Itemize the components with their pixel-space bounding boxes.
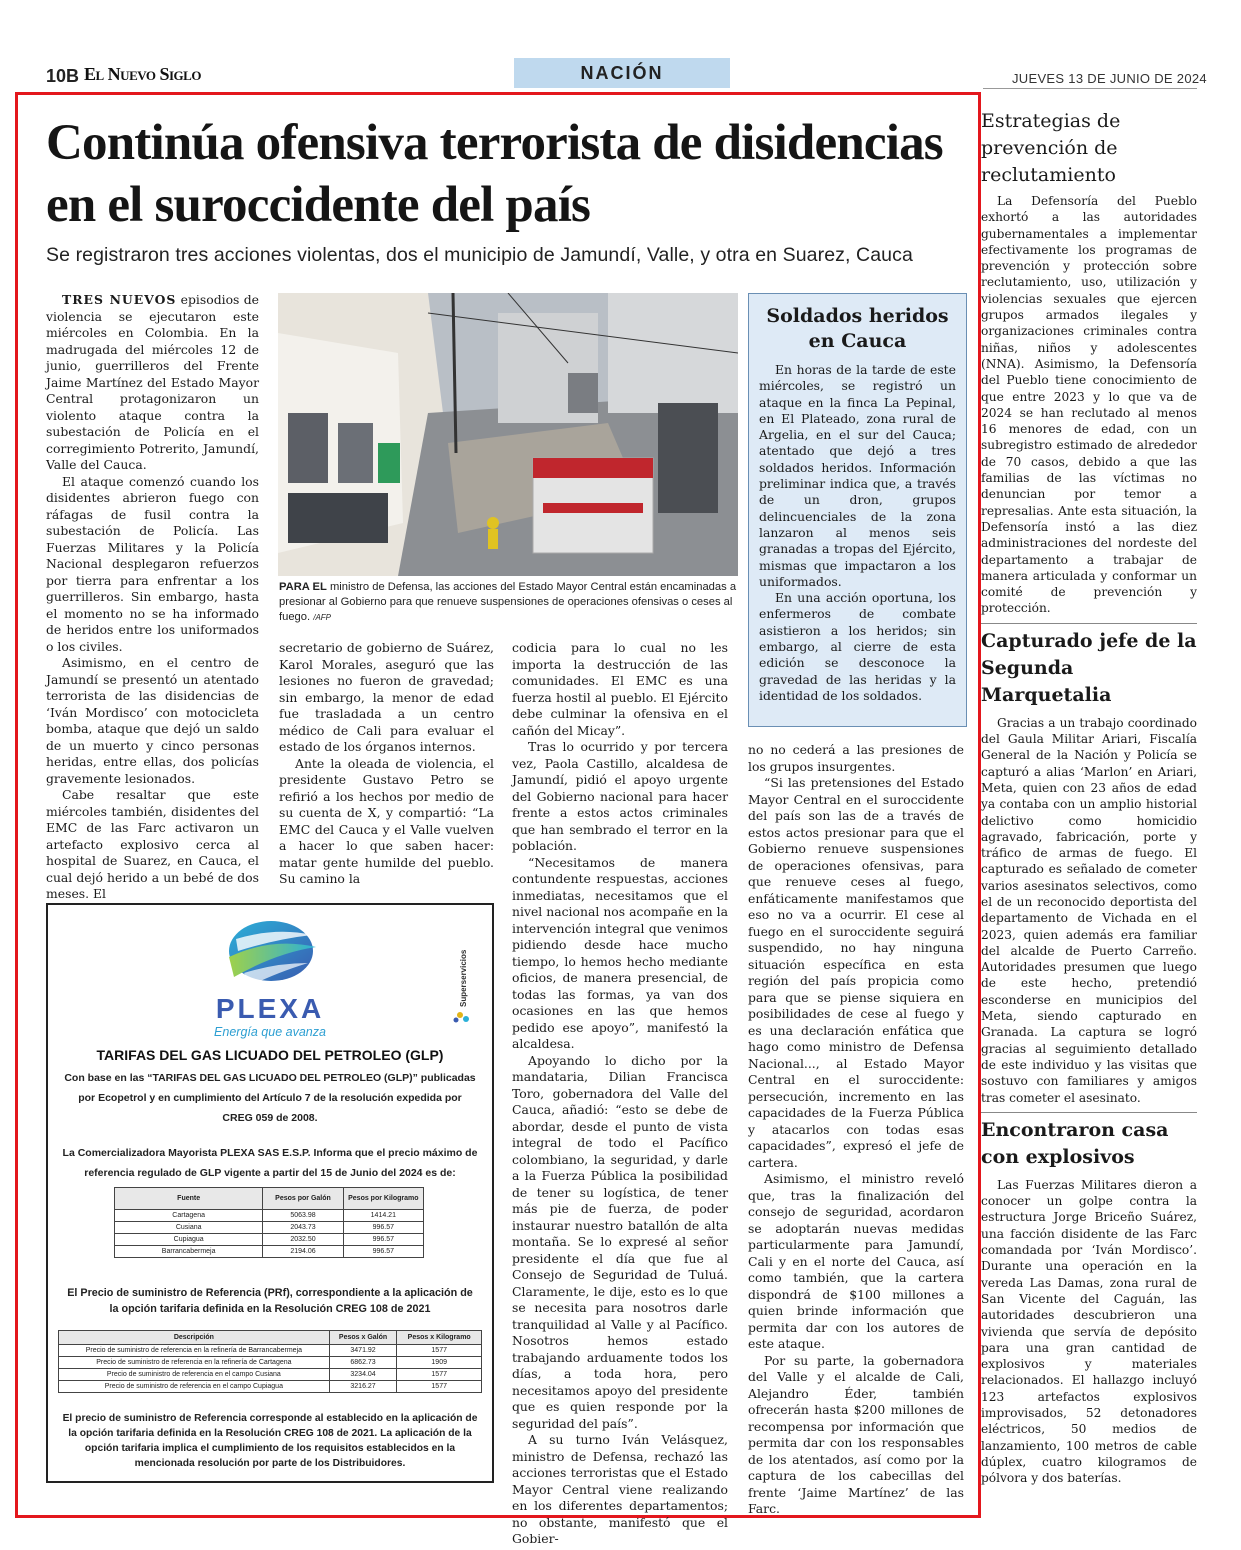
table-row	[115, 1246, 424, 1258]
table-cell: Precio de suministro de referencia en la refinería de Barrancabermeja	[59, 1345, 330, 1357]
table-row	[59, 1357, 482, 1369]
ad-brand-name: PLEXA	[215, 993, 325, 1024]
paragraph: no no cederá a las presiones de los grupos insurgentes.	[748, 742, 964, 774]
table-cell: Cupiagua	[115, 1234, 263, 1246]
article-column-2	[279, 640, 494, 888]
street-scene-image	[278, 293, 738, 576]
header-rule	[983, 88, 1197, 89]
section-label: NACIÓN	[514, 58, 730, 88]
issue-date: JUEVES 13 DE JUNIO DE 2024	[1012, 71, 1207, 86]
table-header: Descripción	[59, 1331, 330, 1345]
table-row	[59, 1381, 482, 1393]
photo-caption	[279, 580, 739, 625]
caption-text: ministro de Defensa, las acciones del Estado Mayor Central están encaminadas a presionar al Gobierno para que renueve suspensiones de operaciones ofensivas o ceses al fuego.	[279, 581, 737, 623]
paragraph: Por su parte, la gobernadora del Valle y el alcalde de Cali, Alejandro Éder, también ofrecerán hasta $200 millones de recompensa por información que permita dar con los responsables de los atentados, así como por la captura de los cabecillas del frente ‘Jaime Martínez’ de las Farc.	[748, 1352, 964, 1516]
paragraph: secretario de gobierno de Suárez, Karol Morales, aseguró que las lesiones no fueron de gravedad; sin embargo, la menor de edad fue trasladada a un centro médico de Cali para evaluar el estado de los órganos internos.	[279, 640, 494, 754]
table-cell: Precio de suministro de referencia en el campo Cupiagua	[59, 1381, 330, 1393]
table-header-row	[59, 1331, 482, 1345]
news-photo	[278, 293, 738, 576]
table-header: Pesos x Kilogramo	[397, 1331, 482, 1345]
table-header: Fuente	[115, 1188, 263, 1210]
brief-title: Estrategias de prevención de reclutamiento	[981, 110, 1121, 186]
table-cell: 2194.06	[263, 1246, 343, 1258]
table-cell: Cusiana	[115, 1222, 263, 1234]
divider	[981, 623, 1197, 624]
paragraph: Asimismo, en el centro de Jamundí se presentó un atentado terrorista de las disidencias de ‘Iván Mordisco’ con motocicleta bomba, ataque que dejó un saldo de un muerto y cinco personas heridas, entre ellas, dos policías gravemente lesionados.	[46, 655, 259, 786]
paragraph: Cabe resaltar que este miércoles también, disidentes del EMC de las Farc activaron un artefacto explosivo cerca al hospital de Suarez, en Cauca, el cual dejó herido a un bebé de dos meses. El	[46, 787, 259, 901]
table-cell: 3234.04	[329, 1369, 397, 1381]
sidebox-paragraph: En una acción oportuna, los enfermeros de combate asistieron a los heridos; sin embargo, al cierre de esta edición se desconoce la gravedad de las heridas y la identidad de los soldados.	[759, 590, 956, 703]
superservicios-logo-icon	[448, 945, 478, 1025]
table-cell: 3471.92	[329, 1345, 397, 1357]
table-cell: 3216.27	[329, 1381, 397, 1393]
photo-credit: /AFP	[313, 613, 331, 622]
page-number: 10B	[46, 66, 80, 86]
plexa-advertisement	[46, 903, 494, 1483]
table-cell: Barrancabermeja	[115, 1246, 263, 1258]
table-cell: 5063.98	[263, 1210, 343, 1222]
table-cell: 6862.73	[329, 1357, 397, 1369]
table-cell: Cartagena	[115, 1210, 263, 1222]
regulator-logo-text: Superservicios	[459, 949, 468, 1007]
table-cell: 1577	[397, 1369, 482, 1381]
paragraph: Apoyando lo dicho por la mandataria, Dilian Francisca Toro, gobernadora del Valle del Cauca, añadió: “esto se debe de abordar, desde el punto de vista integral de todo el Pacífico colombiano, la seguridad, y darle a la Fuerza Pública la posibilidad de tener su logística, de tener más pie de fuerza, de poder instaurar nuestro batallón de alta montaña. Se lo expresé al señor presidente el día que fue al Consejo de Seguridad de Tuluá. Claramente, le dije, esto es lo que se necesita para nosotros darle tranquilidad al Valle y al Pacífico. Nosotros hemos estado trabajando arduamente todos los días, a toda hora, pero necesitamos apoyo del presidente que es quien responde por la seguridad del país”.	[512, 1052, 728, 1431]
article-subheadline: Se registraron tres acciones violentas, dos el municipio de Jamundí, Valle, y otra en Suarez, Cauca	[46, 244, 913, 266]
brief-title: Encontraron casa con explosivos	[981, 1118, 1169, 1168]
brief-body: Las Fuerzas Militares dieron a conocer un golpe contra la estructura Jorge Briceño Suárez, una facción disidente de las Farc comandada por ‘Iván Mordisco’. Durante una operación en la vereda Las Damas, zona rural de San Vicente del Caguán, las autoridades descubrieron una vivienda que servía de depósito para una gran cantidad de explosivos y materiales relacionados. El hallazgo incluyó 123 artefactos explosivos improvisados, 52 detonadores eléctricos, 50 medios de lanzamiento, 100 metros de cable dúplex, cuatro kilogramos de pólvora y dos baterías.	[981, 1177, 1197, 1486]
paragraph: codicia para lo cual no les importa la destrucción de las comunidades. El EMC es una fuerza hostil al pueblo. El Ejército debe culminar la ofensiva en el cañón del Micay”.	[512, 640, 728, 738]
table-cell: 1414.21	[343, 1210, 423, 1222]
caption-lead: PARA EL	[279, 581, 327, 593]
page-header	[0, 0, 1241, 92]
table-row	[59, 1345, 482, 1357]
ad-title: TARIFAS DEL GAS LICUADO DEL PETROLEO (GLP)	[96, 1047, 444, 1063]
plexa-logo-icon	[216, 917, 326, 997]
brief-body: La Defensoría del Pueblo exhortó a las autoridades gubernamentales a implementar efectivamente los programas de prevención y protección sobre reclutamiento, uso, utilización y violencias sexuales que ejercen grupos armados ilegales y organizaciones criminales contra niñas, niños y adolescentes (NNA). Asimismo, la Defensoría del Pueblo tiene conocimiento de que entre 2023 y lo que va de 2024 se han reclutado al menos 16 menores de edad, con un subregistro estimado de alrededor de 70 casos, debido a que las familias de las víctimas no denuncian por temor a represalias. Ante esta situación, la Defensoría instó a las diez administraciones del nordeste del departamento a trabajar de manera articulada y conformar un comité de prevención y protección.	[981, 194, 1197, 616]
glp-price-table	[114, 1187, 424, 1258]
paragraph: Asimismo, el ministro reveló que, tras la finalización del consejo de seguridad, acordaron se adoptarán nuevas medidas particularmente para Jamundí, Cali y en el norte del Cauca, así como también, que la cartera dispondrá de $100 millones a quien brinde información que permita dar con los autores de este ataque.	[748, 1171, 964, 1351]
ad-footer: El precio de suministro de Referencia corresponde al establecido en la aplicación de la opción tarifaria definida en la Resolución CREG 108 de 2021. La aplicación de la opción tarifaria implica el cumplimiento de los requisitos establecidos en la mencionada resolución por parte de los Distribuidores.	[62, 1413, 478, 1469]
paragraph: “Si las pretensiones del Estado Mayor Central en el suroccidente del país son las de a través de estos actos presionar para que el Gobierno renueve suspensiones de operaciones ofensivas, para que renueve ceses al fuego, enfáticamente manifestamos que eso no va a ocurrir. El cese al fuego en el suroccidente seguirá suspendido, no hay ninguna situación específica en esta región del país propicia como para que se piense siquiera en posibilidades de cese al fuego y es una declaración enfática que hago como ministro de Defensa Nacional..., al Estado Mayor Central en el suroccidente: persecución, incremento en las capacidades de la Fuerza Pública y atacarlos con todas esas capacidades”, expresó el jefe de cartera.	[748, 775, 964, 1170]
brief-title: Capturado jefe de la Segunda Marquetalia	[981, 629, 1197, 706]
table-cell: 996.57	[343, 1246, 423, 1258]
paragraph: Tras lo ocurrido y por tercera vez, Paola Castillo, alcaldesa de Jamundí, pidió el apoyo urgente del Gobierno nacional para hacer frente a estos actos criminales que han sembrado el terror en la población.	[512, 739, 728, 853]
table-cell: 2032.50	[263, 1234, 343, 1246]
prf-price-table	[58, 1330, 482, 1393]
ad-intro: Con base en las “TARIFAS DEL GAS LICUADO DEL PETROLEO (GLP)” publicadas por Ecopetrol y en cumplimiento del Artículo 7 de la resolución expedida por CREG 059 de 2008.	[64, 1072, 476, 1124]
brief-body: Gracias a un trabajo coordinado del Gaula Militar Ariari, Fiscalía General de la Nación y Policía se capturó a alias ‘Marlon’ en Ariari, Meta, quien con 23 años de edad ya contaba con un amplio historial delictivo como homicidio agravado, fabricación, porte y tráfico de armas de fuego. El capturado es señalado de cometer varios asesinatos selectivos, como el de un reconocido deportista del departamento de Vichada en el 2023, quien además era familiar del alcalde de Puerto Carreño. Autoridades presumen que luego de este hecho, pretendió esconderse en municipios del Meta, siendo capturado en Granada. La captura se logró gracias al seguimiento detallado de este individuo y las visitas que sostuvo con familiares y amigos tras cometer el asesinato.	[981, 715, 1197, 1105]
ad-prf-title: El Precio de suministro de Referencia (PRf), correspondiente a la aplicación de la opción tarifaria definida en la Resolución CREG 108 de 2021	[67, 1287, 473, 1315]
ad-notice: La Comercializadora Mayorista PLEXA SAS E.S.P. Informa que el precio máximo de referencia regulado de GLP vigente a partir del 15 de Junio del 2024 es de:	[62, 1147, 478, 1179]
table-row	[115, 1222, 424, 1234]
table-cell: Precio de suministro de referencia en la refinería de Cartagena	[59, 1357, 330, 1369]
table-row	[115, 1210, 424, 1222]
table-header-row	[115, 1188, 424, 1210]
table-header: Pesos por Kilogramo	[343, 1188, 423, 1210]
ad-tagline: Energía que avanza	[214, 1025, 326, 1039]
sidebar-box-soldiers	[748, 293, 967, 727]
paragraph: “Necesitamos de manera contundente respuestas, acciones inmediatas, necesitamos que el nivel nacional nos acompañe en la intervención integral que venimos pidiendo desde hace mucho tiempo, lo hemos hecho mediante oficios, de manera presencial, de todas las formas, ya van dos ocasiones en las que hemos pedido ese apoyo”, manifestó la alcaldesa.	[512, 854, 728, 1051]
divider	[981, 1112, 1197, 1113]
paragraph: Ante la oleada de violencia, el presidente Gustavo Petro se refirió a los hechos por medio de su cuenta de X, y compartió: “La EMC del Cauca y el Valle vuelven a hacer lo que saben hacer: matar gente humilde del pueblo. Su camino la	[279, 755, 494, 886]
right-column-briefs	[981, 92, 1197, 1486]
table-cell: 1909	[397, 1357, 482, 1369]
article-column-3	[512, 640, 728, 1548]
table-cell: 1577	[397, 1345, 482, 1357]
table-row	[115, 1234, 424, 1246]
table-header: Pesos x Galón	[329, 1331, 397, 1345]
article-column-1	[46, 292, 259, 903]
article-headline: Continúa ofensiva terrorista de disidencias en el suroccidente del país	[46, 115, 943, 233]
table-cell: 2043.73	[263, 1222, 343, 1234]
lead-word: TRES NUEVOS	[62, 292, 177, 307]
sidebox-title: Soldados heridos en Cauca	[766, 305, 949, 352]
newspaper-name: El Nuevo Siglo	[84, 64, 201, 84]
paragraph: El ataque comenzó cuando los disidentes abrieron fuego con ráfagas de fusil contra la subestación de Policía. Las Fuerzas Militares y la Policía Nacional desplegaron refuerzos por tierra para enfrentar a los guerrilleros. Sin embargo, hasta el momento no se ha informado de heridos entre los uniformados o los civiles.	[46, 473, 259, 654]
table-header: Pesos por Galón	[263, 1188, 343, 1210]
table-cell: Precio de suministro de referencia en el campo Cusiana	[59, 1369, 330, 1381]
table-cell: 1577	[397, 1381, 482, 1393]
sidebox-paragraph: En horas de la tarde de este miércoles, se registró un ataque en la finca La Pepinal, en El Plateado, zona rural de Argelia, en el sur del Cauca; atentado que dejó a tres soldados heridos. Información preliminar indica que, a través de un dron, grupos delincuenciales de la zona lanzaron al menos seis granadas a tropas del Ejército, mismas que impactaron a los uniformados.	[759, 362, 956, 589]
paragraph: A su turno Iván Velásquez, ministro de Defensa, rechazó las acciones terroristas que el Estado Mayor Central viene realizando en los diferentes departamentos; no obstante, manifestó que el Gobier-	[512, 1432, 728, 1546]
table-cell: 996.57	[343, 1222, 423, 1234]
paragraph: episodios de violencia se ejecutaron este miércoles en Colombia. En la madrugada del miércoles 12 de junio, guerrilleros del Frente Jaime Martínez del Estado Mayor Central protagonizaron un violento ataque contra la subestación de Policía en el corregimiento Potrerito, Jamundí, Valle del Cauca.	[46, 292, 259, 472]
article-column-4	[748, 742, 964, 1518]
table-row	[59, 1369, 482, 1381]
table-cell: 996.57	[343, 1234, 423, 1246]
